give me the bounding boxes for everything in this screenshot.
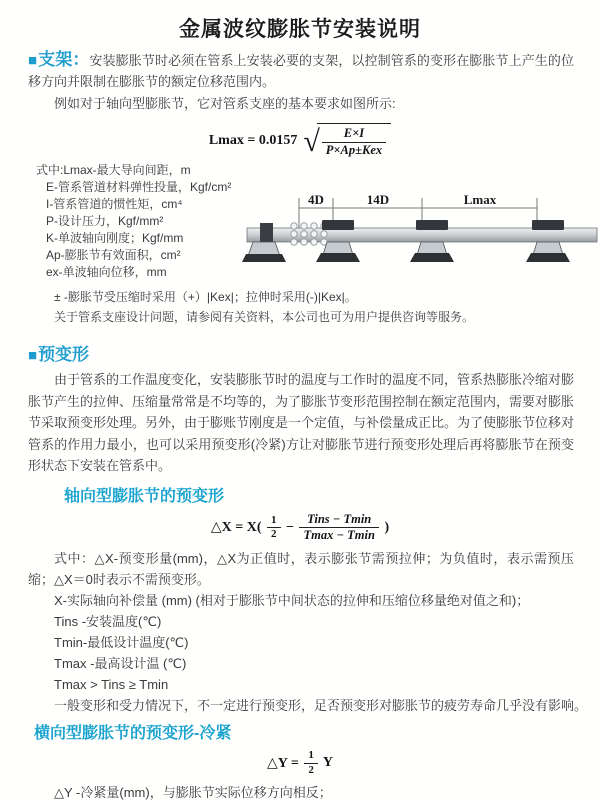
lmax-fraction (322, 126, 386, 158)
definition-item: 式中:Lmax-最大导向间距，m (36, 163, 191, 178)
axial-formula (0, 512, 600, 544)
support-example-paragraph: 例如对于轴向型膨胀节，它对管系支座的基本要求如图所示: (54, 96, 396, 111)
predeform-section (0, 340, 600, 477)
lmax-fraction-denominator: P×Ap±Kex (325, 142, 383, 157)
lateral-half-denominator: 2 (308, 763, 314, 776)
definition-item: K-单波轴向刚度；Kgf/mm (46, 231, 184, 246)
definition-item: P-设计压力，Kgf/mm² (46, 214, 164, 229)
axial-note: 式中：△X-预变形量(mm)，△X为正值时，表示膨张节需预拉伸；为负值时，表示需预压缩；△X＝0时表示不需预变形。 (28, 551, 574, 587)
axial-half-numerator: 1 (267, 514, 281, 529)
support-heading-label: 支架： (38, 50, 90, 69)
lmax-fraction-numerator: E×I (322, 126, 386, 143)
section-bullet-icon: ■ (28, 52, 38, 69)
lateral-formula-lhs: △Y = (267, 755, 303, 771)
support-heading (28, 50, 89, 69)
lmax-formula-lhs: Lmax = 0.0157 (208, 132, 298, 148)
axial-half-denominator: 2 (271, 528, 277, 541)
lateral-formula (0, 749, 600, 778)
pipe-support-diagram (240, 190, 598, 286)
axial-formula-lhs: △X = X( (210, 520, 265, 536)
axial-temp-denominator: Tmax − Tmin (303, 528, 375, 543)
axial-formula-minus: − (282, 519, 298, 535)
axial-note: Tmax -最高设计温 (℃) (54, 656, 187, 671)
support-intro-text: 安装膨胀节时必须在管系上安装必要的支架，以控制管系的变形在膨胀节上产生的位移方向并限制在膨胀节的额定位移范围内。 (28, 53, 574, 89)
axial-temp-numerator: Tins − Tmin (299, 512, 378, 529)
axial-note: 一般变形和受力情况下，不一定进行预变形，足否预变形对膨胀节的疲劳寿命几乎没有影响。 (54, 698, 588, 713)
axial-note: X-实际轴向补偿量 (mm) (相对于膨胀节中间状态的拉伸和压缩位移量绝对值之和)； (54, 593, 530, 608)
lateral-half-fraction (304, 749, 318, 778)
lateral-section (0, 720, 600, 803)
axial-half-fraction (267, 514, 281, 543)
definition-item: ± -膨胀节受压缩时采用（+）|Kex|；拉伸时采用(-)|Kex|。 (54, 290, 357, 305)
axial-temp-fraction (299, 512, 378, 544)
lateral-heading: 横向型膨胀节的预变形-冷紧 (34, 725, 232, 742)
lmax-formula-radicand (317, 123, 391, 158)
definition-item: 关于管系支座设计问题，请参阅有关资料，本公司也可为用户提供咨询等服务。 (54, 310, 475, 325)
axial-note: Tmin-最低设计温度(℃) (54, 635, 189, 650)
dim-label-14d: 14D (366, 192, 390, 208)
document-page (0, 13, 600, 800)
lateral-note: △Y -冷紧量(mm)，与膨胀节实际位移方向相反； (54, 784, 332, 800)
definition-item: I-管系管道的惯性矩，cm⁴ (46, 197, 183, 212)
support-intro-paragraph (28, 49, 574, 92)
predeform-paragraph: 由于管系的工作温度变化，安装膨胀节时的温度与工作时的温度不同，管系热膨胀冷缩对膨胀节产生的拉伸、压缩量常常是不均等的，为了膨胀节变形范围控制在额定范围内，需要对膨胀节采取预变形处理。另外，由于膨账节刚度是一个定值，与补偿量成正比。为了使膨胀节位移对管系的作用力最小，也可以采用预变形(冷紧)方让对膨胀节进行预变形处理后再将膨胀节在预变形状态下安装在管系中。 (28, 372, 575, 474)
axial-note: Tins -安装温度(℃) (54, 614, 162, 629)
predeform-heading-label: 预变形 (38, 345, 90, 365)
page-title: 金属波纹膨胀节安装说明 (179, 18, 421, 41)
definition-item: Ap-膨胀节有效面积，cm² (46, 248, 181, 263)
dim-label-lmax: Lmax (463, 192, 497, 208)
pipe (247, 228, 597, 242)
lmax-formula (0, 123, 600, 158)
definitions-and-diagram (28, 162, 600, 287)
definition-item: ex-单波轴向位移，mm (46, 265, 167, 280)
axial-formula-close: ) (380, 519, 390, 535)
predeform-heading (28, 340, 600, 365)
axial-heading: 轴向型膨胀节的预变形 (64, 487, 225, 505)
lateral-half-numerator: 1 (304, 749, 318, 764)
lateral-formula-rhs: Y (319, 755, 333, 771)
axial-note: Tmax > Tins ≥ Tmin (54, 677, 169, 692)
definition-item: E-管系管道材料弹性投量，Kgf/cm² (46, 180, 232, 195)
support-section (0, 49, 600, 327)
axial-section (0, 483, 600, 716)
dim-label-4d: 4D (308, 192, 324, 208)
section-bullet-icon: ■ (28, 347, 38, 365)
radical-sign-icon: √ (303, 124, 320, 158)
